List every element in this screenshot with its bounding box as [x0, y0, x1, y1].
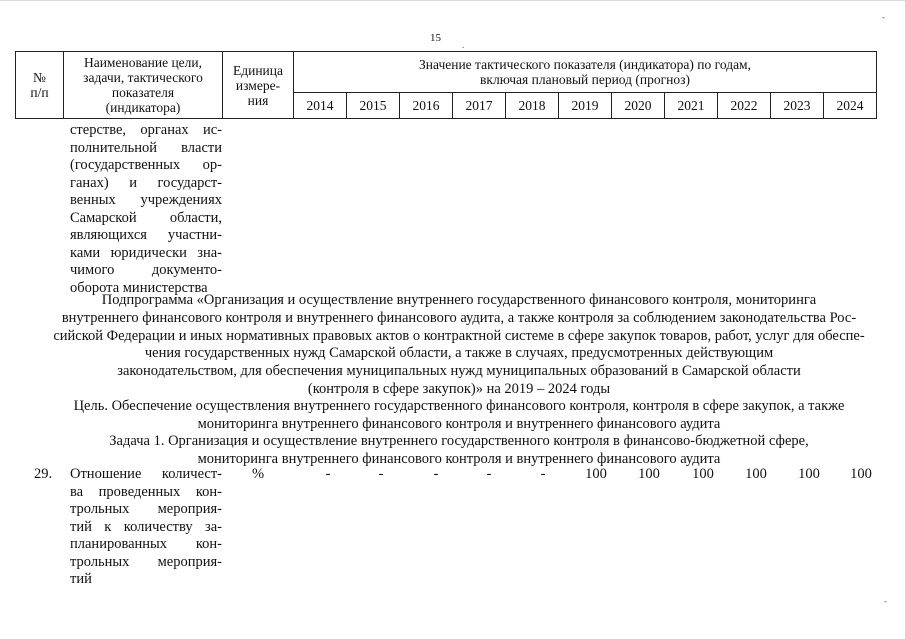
row-indicator-name	[70, 466, 222, 589]
text-line: тий к количеству за-	[70, 518, 222, 535]
text-line: являющихся участни-	[70, 227, 222, 243]
text-line: Отношение количест-	[70, 466, 222, 482]
row-number: 29.	[34, 466, 53, 482]
header-number-cell: № п/п	[16, 52, 64, 119]
text-line: ва проведенных кон-	[70, 483, 222, 500]
header-year-cell: 2020	[612, 93, 665, 119]
header-year-cell: 2021	[665, 93, 718, 119]
header-year-cell: 2024	[824, 93, 877, 119]
header-year-cell: 2015	[347, 93, 400, 119]
row-value-cell: 100	[585, 466, 607, 482]
row-value-cell: -	[378, 466, 384, 482]
scan-speck: .	[462, 40, 465, 50]
header-year-cell: 2016	[400, 93, 453, 119]
header-year-cell: 2019	[559, 93, 612, 119]
row-value-cell: -	[433, 466, 439, 482]
header-unit-cell: Единица измере- ния	[223, 52, 294, 119]
header-name-cell: Наименование цели, задачи, тактического показателя (индикатора)	[64, 52, 223, 119]
text-line: Самарской области,	[70, 209, 222, 226]
text-line: планированных кон-	[70, 536, 222, 552]
header-year-cell: 2022	[718, 93, 771, 119]
row-value-cell: -	[325, 466, 331, 482]
text-line: ганах) и государст-	[70, 174, 222, 191]
text-line: трольных мероприя-	[70, 501, 222, 517]
text-line: оборота министерства	[70, 279, 208, 296]
previous-row-name-continuation	[70, 122, 222, 297]
subprogram-heading: Подпрограмма «Организация и осуществление внутреннего государственного финансового контроля, мониторинга внутреннего финансового контроля и внутреннего финансового аудита, а также контроля за соблюдением законодательства Рос- сийской Федерации и иных нормативных правовых актов о контрактной системе в сфере закупок товаров, работ, услуг для обеспе- чения государственных нужд Самарской области, а также в случаях, предусмотренных действующим законодательством, для обеспечения муниципальных нужд муниципальных образований в Самарской области (контроля в сфере закупок)» на 2019 – 2024 годы	[53, 292, 865, 397]
row-value-cell: -	[486, 466, 492, 482]
header-year-cell: 2018	[506, 93, 559, 119]
scan-speck: -	[882, 12, 885, 22]
indicator-table-header	[15, 51, 877, 119]
row-value-cell: 100	[850, 466, 872, 482]
table-row	[0, 466, 905, 596]
header-year-cell: 2017	[453, 93, 506, 119]
header-values-title-cell: Значение тактического показателя (индикатора) по годам, включая плановый период (прогноз)	[294, 52, 877, 93]
task-heading: Задача 1. Организация и осуществление внутреннего государственного контроля в финансово-бюджетной сфере, мониторинга внутреннего финансового контроля и внутреннего финансового аудита	[109, 433, 809, 467]
text-line: (государственных ор-	[70, 157, 222, 173]
row-value-cell: 100	[745, 466, 767, 482]
row-unit: %	[252, 466, 265, 482]
header-year-cell: 2023	[771, 93, 824, 119]
text-line: тий	[70, 571, 92, 587]
row-value-cell: 100	[798, 466, 820, 482]
scan-speck: -	[884, 596, 887, 606]
text-line: трольных мероприя-	[70, 553, 222, 570]
text-line: ками юридически зна-	[70, 244, 222, 261]
row-value-cell: -	[540, 466, 546, 482]
scan-edge-line	[0, 0, 905, 1]
row-value-cell: 100	[692, 466, 714, 482]
text-line: чимого документо-	[70, 262, 222, 278]
text-line: стерстве, органах ис-	[70, 122, 222, 138]
text-line: венных учреждениях	[70, 192, 222, 208]
header-year-cell: 2014	[294, 93, 347, 119]
page-number: 15	[430, 32, 441, 44]
text-line: полнительной власти	[70, 139, 222, 156]
row-value-cell: 100	[638, 466, 660, 482]
goal-heading: Цель. Обеспечение осуществления внутреннего государственного финансового контроля, контроля в сфере закупок, а также мониторинга внутреннего финансового контроля и внутреннего финансового аудита	[73, 398, 845, 432]
